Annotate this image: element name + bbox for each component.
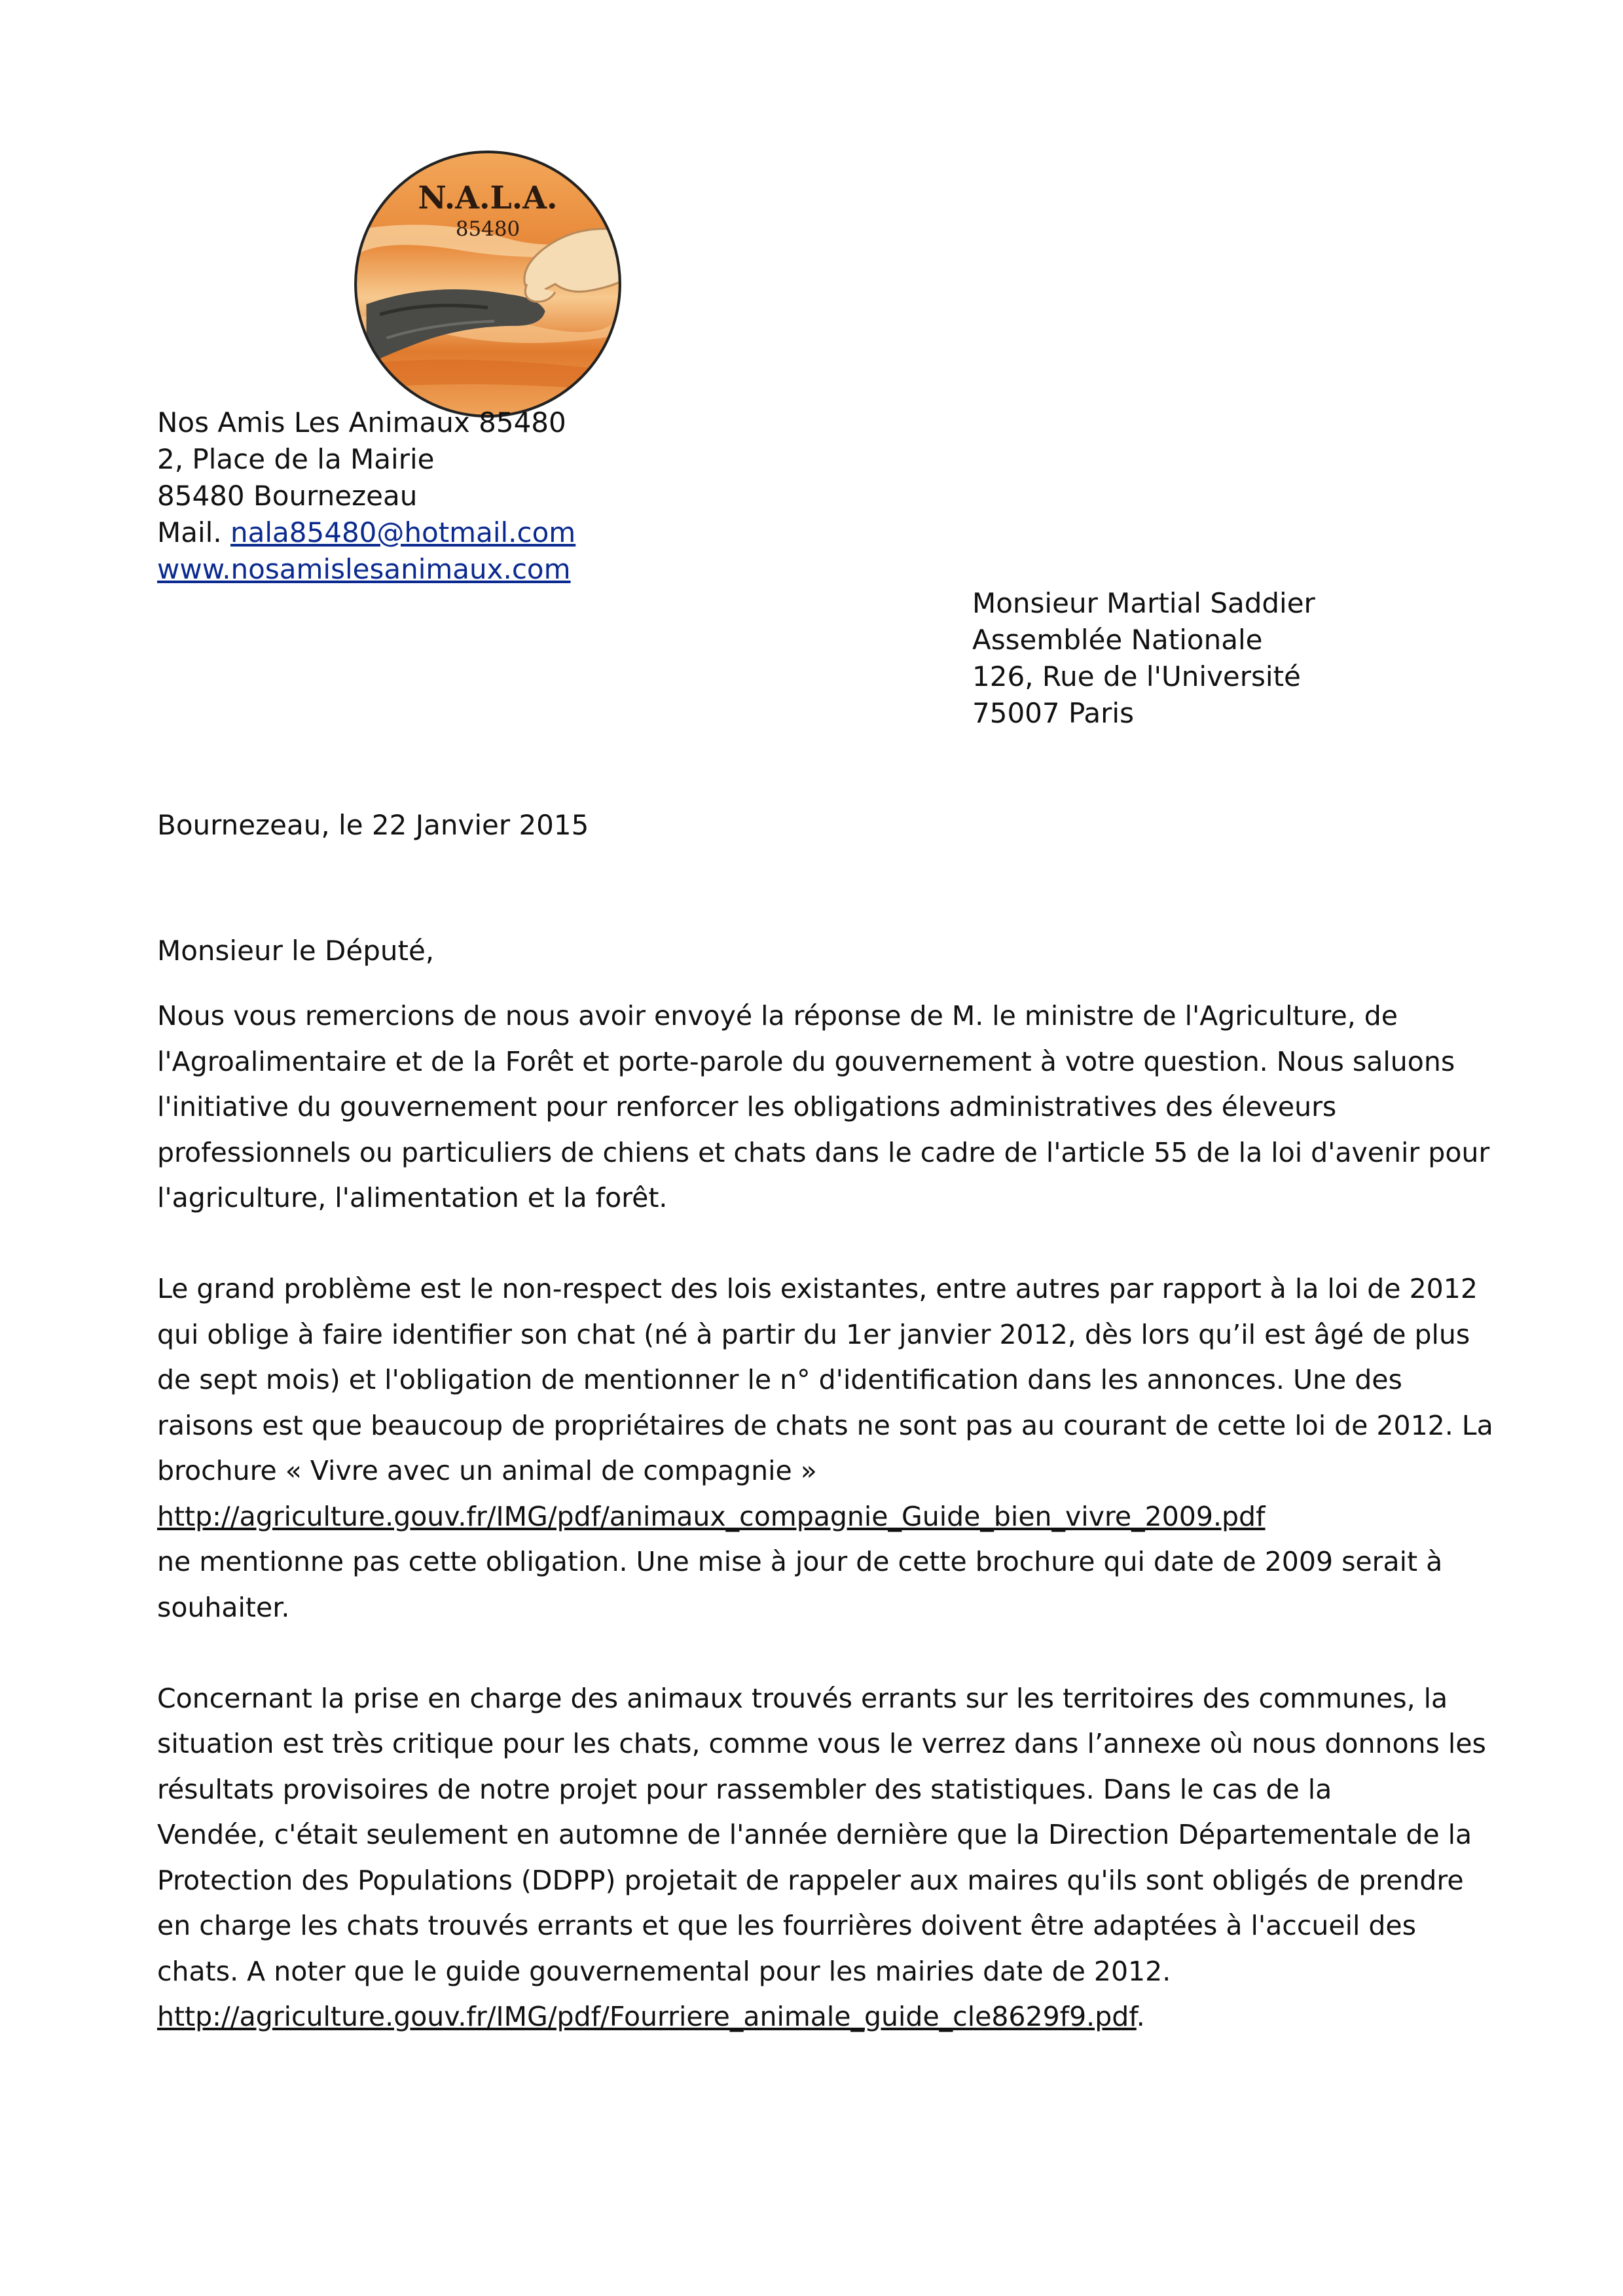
- brochure-link[interactable]: http://agriculture.gouv.fr/IMG/pdf/animaux_compagnie_Guide_bien_vivre_2009.pdf: [157, 1500, 1266, 1532]
- text-line: Concernant la prise en charge des animaux trouvés errants sur les territoires des communes, la: [157, 1682, 1448, 1714]
- text-line: l'agriculture, l'alimentation et la forêt.: [157, 1182, 668, 1213]
- text-line: en charge les chats trouvés errants et que les fourrières doivent être adaptées à l'accueil des: [157, 1910, 1416, 1941]
- text-line: Le grand problème est le non-respect des lois existantes, entre autres par rapport à la loi de 2012: [157, 1273, 1478, 1304]
- recipient-org: Assemblée Nationale: [972, 624, 1263, 656]
- nala-logo: [353, 149, 623, 419]
- guide-link[interactable]: http://agriculture.gouv.fr/IMG/pdf/Fourriere_animale_guide_cle8629f9.pdf: [157, 2001, 1137, 2032]
- letter-body: [157, 994, 1493, 2040]
- mail-label: Mail.: [157, 516, 231, 548]
- sender-name: Nos Amis Les Animaux 85480: [157, 406, 566, 439]
- sender-address-line1: 2, Place de la Mairie: [157, 443, 435, 475]
- text-line: situation est très critique pour les chats, comme vous le verrez dans l’annexe où nous donnons les: [157, 1728, 1486, 1759]
- salutation: Monsieur le Député,: [157, 935, 435, 967]
- url-suffix: .: [1136, 2001, 1145, 2032]
- paragraph-3: [157, 1676, 1486, 2040]
- paragraph-2: [157, 1266, 1493, 1630]
- text-line: qui oblige à faire identifier son chat (né à partir du 1er janvier 2012, dès lors qu’il est âgé de plus: [157, 1318, 1470, 1350]
- sender-mail-line: [157, 514, 575, 551]
- website-link[interactable]: www.nosamislesanimaux.com: [157, 553, 571, 585]
- text-line: l'Agroalimentaire et de la Forêt et porte-parole du gouvernement à votre question. Nous saluons: [157, 1045, 1455, 1077]
- text-line: Vendée, c'était seulement en automne de l'année dernière que la Direction Départementale de la: [157, 1819, 1472, 1850]
- recipient-city: 75007 Paris: [972, 697, 1134, 729]
- letter-date: Bournezeau, le 22 Janvier 2015: [157, 809, 589, 841]
- text-line: professionnels ou particuliers de chiens et chats dans le cadre de l'article 55 de la loi d'avenir pour: [157, 1136, 1490, 1168]
- text-line: résultats provisoires de notre projet pour rassembler des statistiques. Dans le cas de la: [157, 1773, 1332, 1805]
- text-line: brochure « Vivre avec un animal de compagnie »: [157, 1455, 817, 1486]
- email-link[interactable]: nala85480@hotmail.com: [230, 516, 576, 548]
- text-line: chats. A noter que le guide gouvernemental pour les mairies date de 2012.: [157, 1955, 1171, 1987]
- text-line: raisons est que beaucoup de propriétaires de chats ne sont pas au courant de cette loi de 2012. La: [157, 1409, 1493, 1441]
- recipient-name: Monsieur Martial Saddier: [972, 587, 1315, 619]
- text-line: Protection des Populations (DDPP) projetait de rappeler aux maires qu'ils sont obligés de prendre: [157, 1864, 1464, 1896]
- logo-title: N.A.L.A.: [418, 180, 558, 217]
- text-line: de sept mois) et l'obligation de mentionner le n° d'identification dans les annonces. Une des: [157, 1364, 1402, 1395]
- recipient-street: 126, Rue de l'Université: [972, 660, 1301, 692]
- text-line: l'initiative du gouvernement pour renforcer les obligations administratives des éleveurs: [157, 1091, 1337, 1122]
- sender-block: [157, 404, 575, 588]
- text-line: souhaiter.: [157, 1591, 290, 1623]
- recipient-block: [972, 585, 1315, 732]
- text-line: Nous vous remercions de nous avoir envoyé la réponse de M. le ministre de l'Agriculture, de: [157, 1000, 1398, 1031]
- sender-address-line2: 85480 Bournezeau: [157, 480, 418, 512]
- text-line: ne mentionne pas cette obligation. Une mise à jour de cette brochure qui date de 2009 serait à: [157, 1546, 1443, 1577]
- paragraph-1: [157, 994, 1490, 1221]
- logo-subtitle: 85480: [455, 217, 520, 241]
